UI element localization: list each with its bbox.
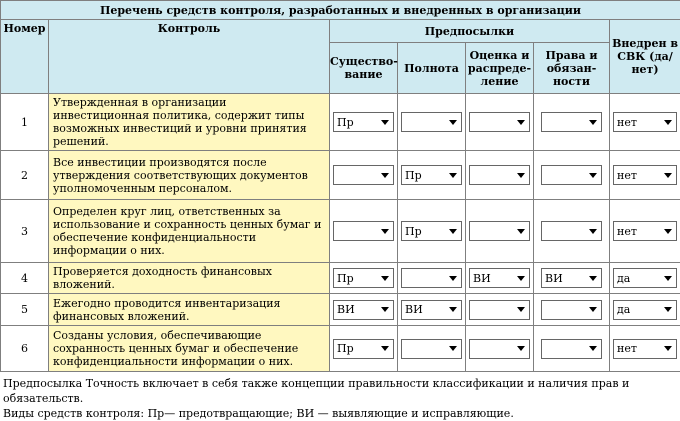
premise-select[interactable] xyxy=(541,221,602,241)
header-number: Номер xyxy=(1,20,49,94)
dropdown-arrow-icon xyxy=(381,346,389,351)
dropdown-arrow-icon xyxy=(381,307,389,312)
premise-select[interactable] xyxy=(401,165,462,185)
dropdown-arrow-icon xyxy=(664,307,672,312)
dropdown-arrow-icon xyxy=(449,173,457,178)
table-row xyxy=(1,200,680,263)
implemented-select[interactable] xyxy=(613,165,677,185)
row-number: 3 xyxy=(1,200,49,263)
premise-select[interactable] xyxy=(541,339,602,359)
dropdown-arrow-icon xyxy=(381,276,389,281)
row-control: Все инвестиции производятся после утверждения соответствующих документов уполномоченным персоналом. xyxy=(49,151,330,200)
implemented-select[interactable] xyxy=(613,339,677,359)
premise-select[interactable] xyxy=(333,221,394,241)
implemented-select-value: да xyxy=(617,303,630,316)
premise-select-value: ВИ xyxy=(545,272,563,285)
notes xyxy=(3,376,679,421)
table-row xyxy=(1,94,680,151)
dropdown-arrow-icon xyxy=(664,346,672,351)
dropdown-arrow-icon xyxy=(664,229,672,234)
premise-select[interactable] xyxy=(541,300,602,320)
premise-select[interactable] xyxy=(541,112,602,132)
header-premises: Предпосылки xyxy=(330,20,610,43)
dropdown-arrow-icon xyxy=(381,173,389,178)
premise-select-value: Пр xyxy=(405,225,422,238)
row-control: Ежегодно проводится инвентаризация финансовых вложений. xyxy=(49,294,330,326)
dropdown-arrow-icon xyxy=(517,173,525,178)
implemented-select[interactable] xyxy=(613,221,677,241)
dropdown-arrow-icon xyxy=(449,120,457,125)
implemented-select-value: нет xyxy=(617,342,637,355)
row-control: Определен круг лиц, ответственных за использование и сохранность ценных бумаг и обеспечение конфиденциальности информации о них. xyxy=(49,200,330,263)
premise-select[interactable] xyxy=(333,112,394,132)
dropdown-arrow-icon xyxy=(664,120,672,125)
premise-select-value: Пр xyxy=(337,272,354,285)
premise-select[interactable] xyxy=(469,339,530,359)
implemented-select[interactable] xyxy=(613,300,677,320)
premise-select-value: ВИ xyxy=(337,303,355,316)
premise-select[interactable] xyxy=(333,268,394,288)
row-number: 2 xyxy=(1,151,49,200)
note-accuracy: Предпосылка Точность включает в себя также концепции правильности классификации и наличия прав и обязательств. xyxy=(3,376,679,406)
dropdown-arrow-icon xyxy=(589,229,597,234)
implemented-select-value: нет xyxy=(617,225,637,238)
table-row xyxy=(1,294,680,326)
premise-select[interactable] xyxy=(469,300,530,320)
dropdown-arrow-icon xyxy=(449,346,457,351)
premise-select[interactable] xyxy=(541,165,602,185)
dropdown-arrow-icon xyxy=(517,276,525,281)
dropdown-arrow-icon xyxy=(517,307,525,312)
row-number: 4 xyxy=(1,263,49,294)
premise-select[interactable] xyxy=(401,300,462,320)
implemented-select-value: нет xyxy=(617,169,637,182)
dropdown-arrow-icon xyxy=(449,229,457,234)
premise-select-value: Пр xyxy=(337,116,354,129)
premise-select[interactable] xyxy=(541,268,602,288)
dropdown-arrow-icon xyxy=(664,173,672,178)
premise-select[interactable] xyxy=(333,300,394,320)
dropdown-arrow-icon xyxy=(589,276,597,281)
premise-select[interactable] xyxy=(401,112,462,132)
row-number: 6 xyxy=(1,326,49,372)
premise-select[interactable] xyxy=(469,165,530,185)
dropdown-arrow-icon xyxy=(449,307,457,312)
table-row xyxy=(1,326,680,372)
dropdown-arrow-icon xyxy=(449,276,457,281)
header-existence: Существо-вание xyxy=(330,43,398,94)
row-number: 1 xyxy=(1,94,49,151)
dropdown-arrow-icon xyxy=(589,120,597,125)
header-rights: Права и обязан-ности xyxy=(534,43,610,94)
dropdown-arrow-icon xyxy=(664,276,672,281)
table-row xyxy=(1,263,680,294)
premise-select[interactable] xyxy=(469,112,530,132)
row-control: Утвержденная в организации инвестиционная политика, содержит типы возможных инвестиций и уровни принятия решений. xyxy=(49,94,330,151)
premise-select[interactable] xyxy=(333,165,394,185)
implemented-select[interactable] xyxy=(613,112,677,132)
row-control: Созданы условия, обеспечивающие сохранность ценных бумаг и обеспечение конфиденциальности информации о них. xyxy=(49,326,330,372)
header-completeness: Полнота xyxy=(398,43,466,94)
premise-select-value: Пр xyxy=(405,169,422,182)
header-control: Контроль xyxy=(49,20,330,94)
premise-select[interactable] xyxy=(401,221,462,241)
dropdown-arrow-icon xyxy=(517,120,525,125)
dropdown-arrow-icon xyxy=(589,307,597,312)
dropdown-arrow-icon xyxy=(381,120,389,125)
implemented-select[interactable] xyxy=(613,268,677,288)
premise-select[interactable] xyxy=(469,268,530,288)
implemented-select-value: нет xyxy=(617,116,637,129)
implemented-select-value: да xyxy=(617,272,630,285)
row-control: Проверяется доходность финансовых вложений. xyxy=(49,263,330,294)
note-control-types: Виды средств контроля: Пр— предотвращающие; ВИ — выявляющие и исправляющие. xyxy=(3,406,679,421)
table-row xyxy=(1,151,680,200)
premise-select[interactable] xyxy=(469,221,530,241)
dropdown-arrow-icon xyxy=(517,229,525,234)
table-title: Перечень средств контроля, разработанных и внедренных в организации xyxy=(1,1,680,20)
header-valuation: Оценка и распреде-ление xyxy=(466,43,534,94)
premise-select[interactable] xyxy=(401,339,462,359)
row-number: 5 xyxy=(1,294,49,326)
premise-select-value: Пр xyxy=(337,342,354,355)
dropdown-arrow-icon xyxy=(589,346,597,351)
header-implemented: Внедрен в СВК (да/нет) xyxy=(610,20,680,94)
dropdown-arrow-icon xyxy=(589,173,597,178)
premise-select-value: ВИ xyxy=(473,272,491,285)
premise-select[interactable] xyxy=(333,339,394,359)
dropdown-arrow-icon xyxy=(381,229,389,234)
premise-select-value: ВИ xyxy=(405,303,423,316)
premise-select[interactable] xyxy=(401,268,462,288)
dropdown-arrow-icon xyxy=(517,346,525,351)
